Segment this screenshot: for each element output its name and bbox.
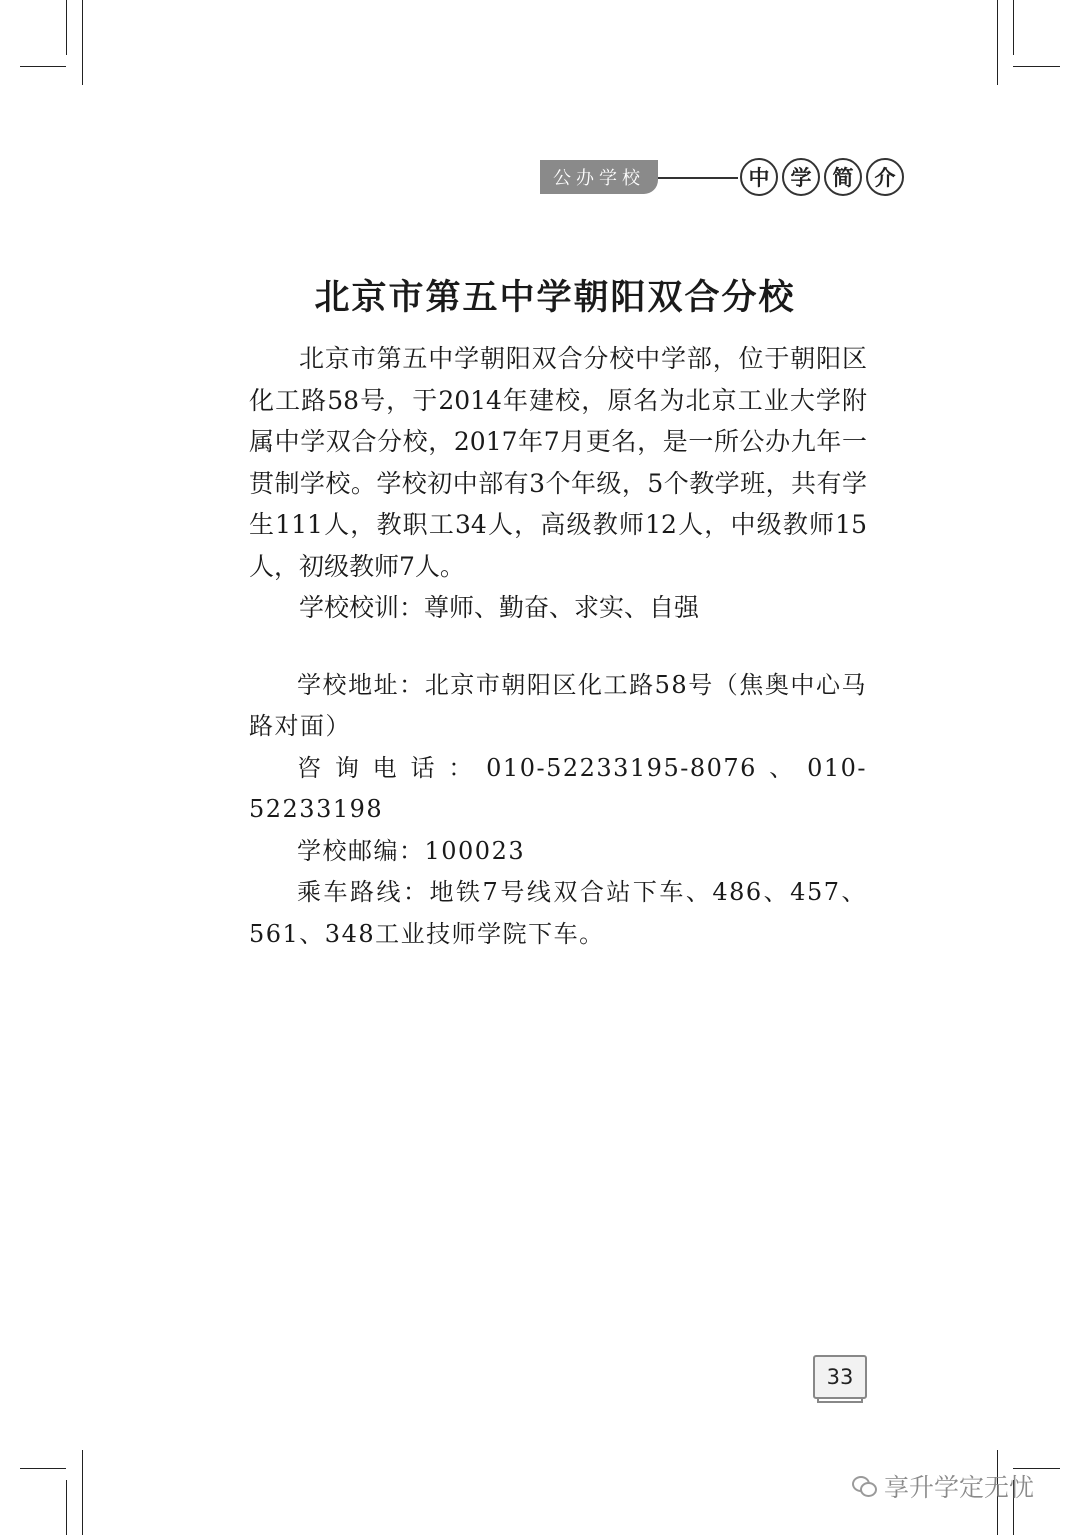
header-connector-line	[658, 177, 738, 179]
crop-mark	[20, 1468, 66, 1469]
crop-mark	[66, 1480, 67, 1535]
page-number: 33	[813, 1355, 867, 1399]
crop-mark	[82, 1450, 83, 1535]
phone-line: 咨询电话：010-52233195-8076、010-52233198	[249, 753, 867, 823]
postcode-line: 学校邮编：100023	[297, 836, 526, 865]
crop-mark	[997, 0, 998, 85]
section-char: 学	[782, 158, 820, 196]
crop-mark	[66, 0, 67, 55]
wechat-icon	[852, 1476, 876, 1496]
section-title	[740, 158, 904, 196]
watermark	[852, 1466, 1034, 1506]
address-line: 学校地址：北京市朝阳区化工路58号（焦奥中心马路对面）	[249, 670, 867, 740]
article-body	[249, 338, 867, 955]
section-char: 中	[740, 158, 778, 196]
crop-mark	[1013, 0, 1014, 55]
watermark-text: 享升学定无忧	[884, 1473, 1035, 1502]
category-tab: 公办学校	[540, 160, 658, 194]
section-char: 简	[824, 158, 862, 196]
section-char: 介	[866, 158, 904, 196]
running-header	[540, 158, 896, 198]
transit-line: 乘车路线：地铁7号线双合站下车、486、457、561、348工业技师学院下车。	[249, 878, 867, 948]
motto-paragraph: 学校校训：尊师、勤奋、求实、自强	[299, 593, 700, 622]
crop-mark	[20, 66, 66, 67]
crop-mark	[1013, 66, 1060, 67]
intro-paragraph: 北京市第五中学朝阳双合分校中学部，位于朝阳区化工路58号，于2014年建校，原名为北京工业大学附属中学双合分校，2017年7月更名，是一所公办九年一贯制学校。学校初中部有3个年级，5个教学班，共有学生111人，教职工34人，高级教师12人，中级教师15人，初级教师7人。	[249, 344, 867, 581]
crop-mark	[82, 0, 83, 85]
page-title: 北京市第五中学朝阳双合分校	[314, 278, 796, 318]
